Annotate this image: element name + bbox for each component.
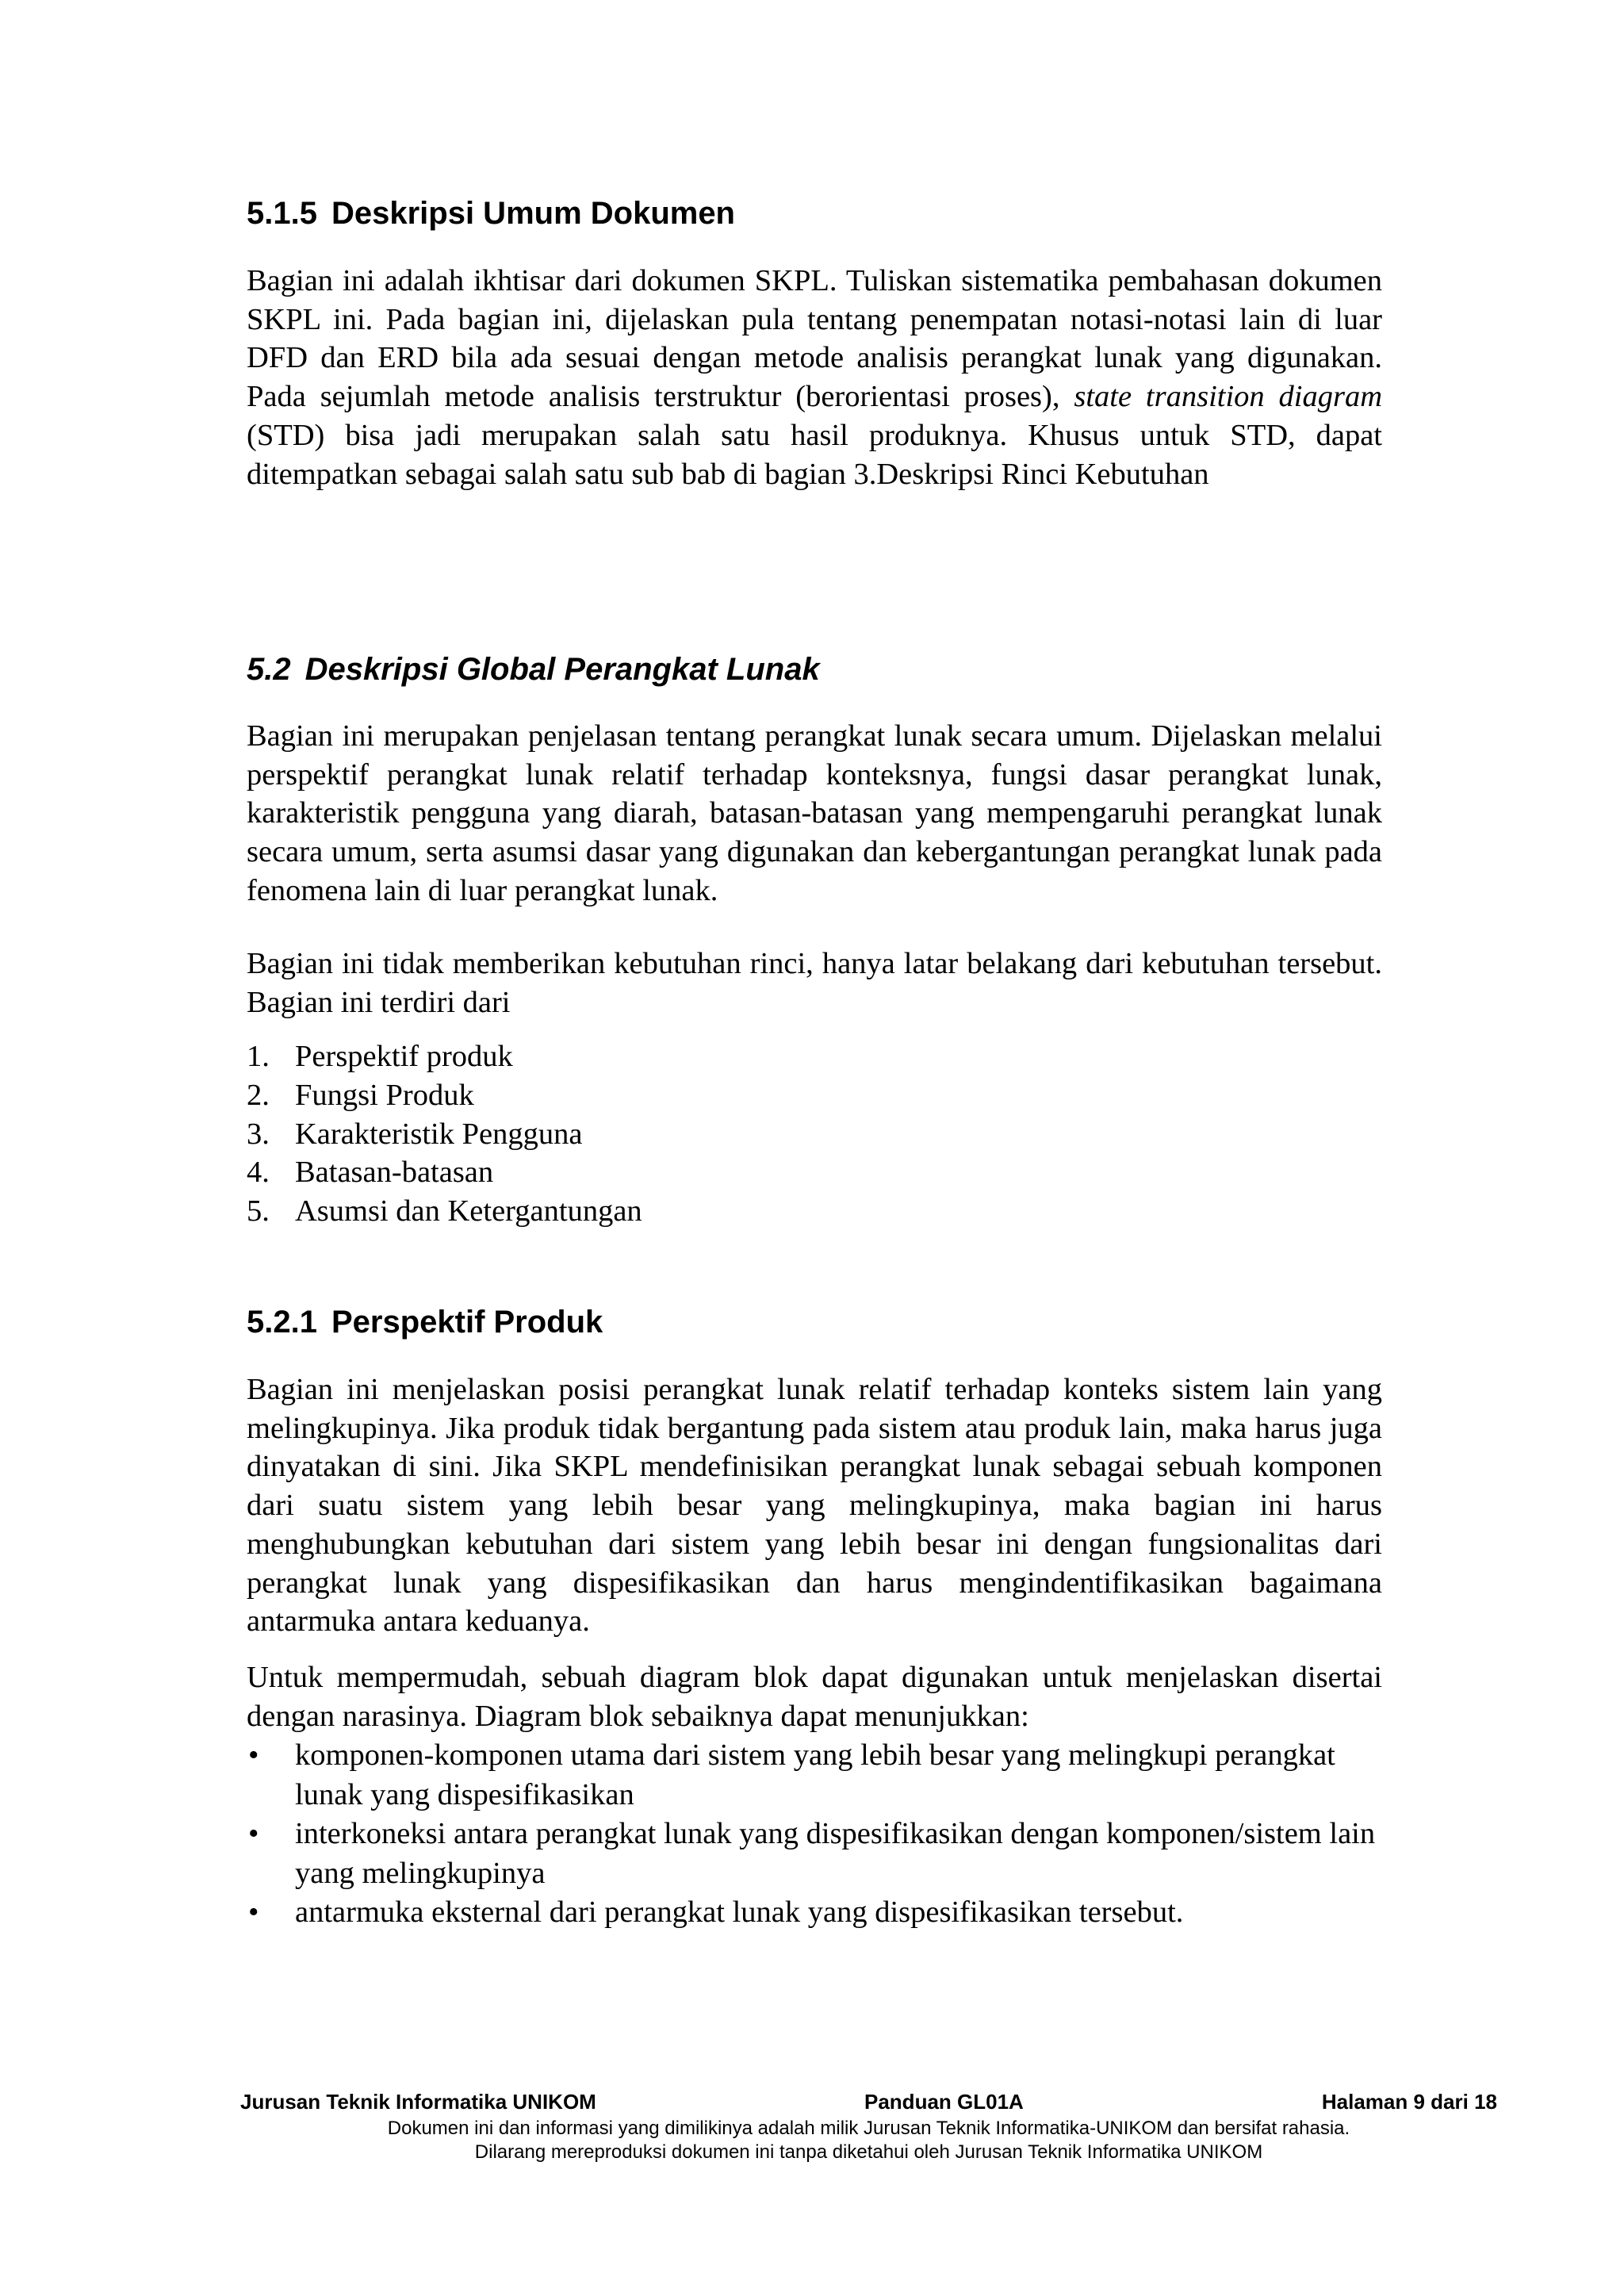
paragraph-section-contents: Bagian ini tidak memberikan kebutuhan rinci, hanya latar belakang dari kebutuhan tersebut. Bagian ini terdiri dari — [247, 947, 1382, 1019]
bullet-icon: • — [248, 1817, 259, 1850]
list-item-number: 1. — [247, 1040, 270, 1073]
bullet-text: antarmuka eksternal dari perangkat lunak yang dispesifikasikan tersebut. — [295, 1895, 1184, 1929]
list-item — [247, 1153, 642, 1192]
list-item-number: 5. — [247, 1194, 270, 1228]
list-item-text: Fungsi Produk — [295, 1078, 474, 1112]
paragraph-product-perspective: Bagian ini menjelaskan posisi perangkat lunak relatif terhadap konteks sistem lain yang melingkupinya. Jika produk tidak bergantung pada sistem atau produk lain, maka harus juga dinyatakan di sini. Jika SKPL mendefinisikan perangkat lunak sebagai sebuah komponen dari suatu sistem yang lebih besar yang melingkupinya, maka bagian ini harus menghubungkan kebutuhan dari sistem yang lebih besar ini dengan fungsionalitas dari perangkat lunak yang dispesifikasikan dan harus mengindentifikasikan bagaimana antarmuka antara keduanya. — [247, 1373, 1382, 1639]
heading-5-2-1: 5.2.1 Perspektif Produk — [247, 1305, 603, 1340]
footer-reproduction-notice: Dilarang mereproduksi dokumen ini tanpa diketahui oleh Jurusan Teknik Informatika UNIKOM — [474, 2141, 1263, 2163]
subsection-list — [247, 1037, 642, 1231]
bullet-item — [247, 1815, 1382, 1893]
paragraph-document-overview: Bagian ini adalah ikhtisar dari dokumen SKPL. Tuliskan sistematika pembahasan dokumen SKPL ini. Pada bagian ini, dijelaskan pula tentang penempatan notasi-notasi lain di luar DFD dan ERD bila ada sesuai dengan metode analisis perangkat lunak yang digunakan. Pada sejumlah metode analisis terstruktur (berorientasi proses), state transition diagram (STD) bisa jadi merupakan salah satu hasil produknya. Khusus untuk STD, dapat ditempatkan sebagai salah satu sub bab di bagian 3.Deskripsi Rinci Kebutuhan — [247, 264, 1382, 491]
list-item-number: 4. — [247, 1156, 270, 1190]
footer-confidential-notice: Dokumen ini dan informasi yang dimilikinya adalah milik Jurusan Teknik Informatika-UNIKOM dan bersifat rahasia. — [387, 2118, 1350, 2139]
list-item-text: Karakteristik Pengguna — [295, 1117, 583, 1151]
footer-department: Jurusan Teknik Informatika UNIKOM — [240, 2090, 596, 2114]
emphasis-std: state transition diagram — [1074, 380, 1382, 414]
bullet-icon: • — [248, 1895, 259, 1929]
bullet-item — [247, 1736, 1382, 1815]
list-item-number: 3. — [247, 1117, 270, 1151]
bullet-item — [247, 1893, 1382, 1933]
list-item-number: 2. — [247, 1078, 270, 1112]
list-item-text: Batasan-batasan — [295, 1156, 494, 1190]
paragraph-global-description: Bagian ini merupakan penjelasan tentang perangkat lunak secara umum. Dijelaskan melalui perspektif perangkat lunak relatif terhadap konteksnya, fungsi dasar perangkat lunak, karakteristik pengguna yang diarah, batasan-batasan yang mempengaruhi perangkat lunak secara umum, serta asumsi dasar yang digunakan dan kebergantungan perangkat lunak pada fenomena lain di luar perangkat lunak. — [247, 719, 1382, 907]
heading-5-1-5: 5.1.5 Deskripsi Umum Dokumen — [247, 196, 735, 231]
bullet-text: interkoneksi antara perangkat lunak yang dispesifikasikan dengan komponen/sistem lain yang melingkupinya — [295, 1817, 1376, 1890]
list-item-text: Asumsi dan Ketergantungan — [295, 1194, 642, 1228]
bullet-text: komponen-komponen utama dari sistem yang lebih besar yang melingkupi perangkat lunak yang dispesifikasikan — [295, 1738, 1335, 1811]
bullet-icon: • — [248, 1738, 259, 1772]
footer-header-line — [240, 2090, 1497, 2115]
list-item — [247, 1076, 642, 1115]
list-item — [247, 1192, 642, 1231]
paragraph-block-diagram: Untuk mempermudah, sebuah diagram blok dapat digunakan untuk menjelaskan disertai dengan narasinya. Diagram blok sebaiknya dapat menunjukkan: — [247, 1661, 1382, 1733]
list-item — [247, 1037, 642, 1076]
block-diagram-bullets — [247, 1736, 1382, 1933]
list-item-text: Perspektif produk — [295, 1040, 513, 1073]
heading-5-2: 5.2 Deskripsi Global Perangkat Lunak — [247, 652, 820, 687]
list-item — [247, 1115, 642, 1154]
footer-page-number: Halaman 9 dari 18 — [1321, 2090, 1497, 2114]
footer-doc-code: Panduan GL01A — [864, 2090, 1024, 2114]
